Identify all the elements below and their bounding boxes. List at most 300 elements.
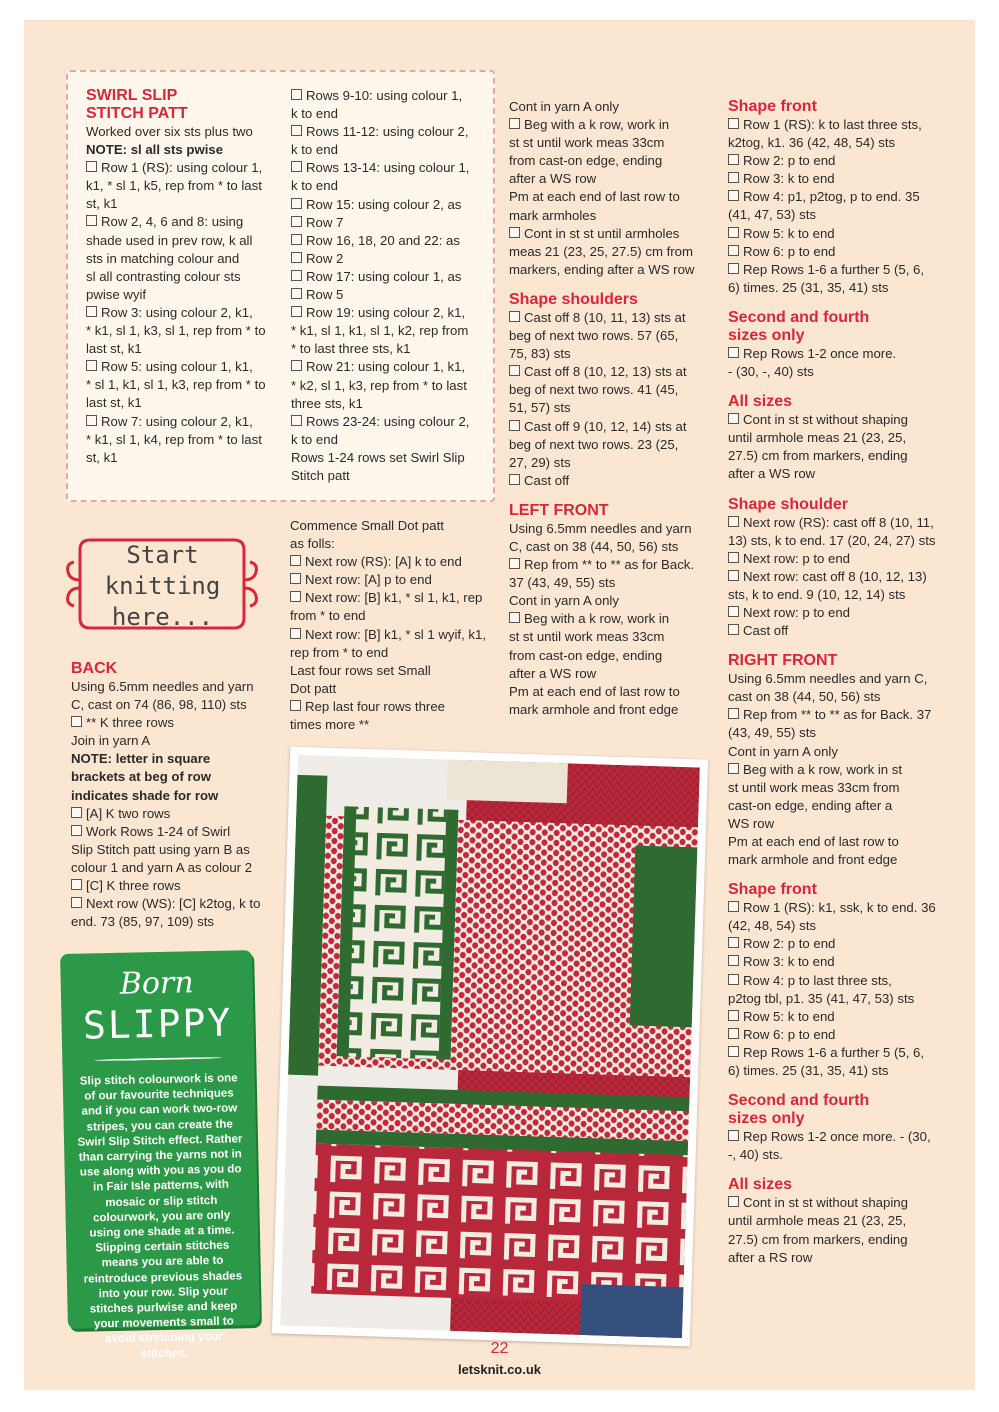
text-line-content: Rows 9-10: using colour 1, bbox=[306, 88, 463, 103]
born-slippy-rule bbox=[94, 1057, 222, 1062]
checkbox-icon bbox=[71, 879, 82, 890]
text-line-content: st st until work meas 33cm bbox=[509, 629, 665, 645]
text-line bbox=[728, 833, 953, 851]
text-line-content: 6) times. 25 (31, 35, 41) sts bbox=[728, 279, 889, 295]
text-line bbox=[728, 514, 953, 532]
text-line-content: WS row bbox=[728, 815, 775, 831]
swirl-title-line1: SWIRL SLIP bbox=[86, 87, 178, 104]
text-line bbox=[509, 610, 719, 628]
text-line-content: Row 1 (RS): using colour 1, bbox=[101, 160, 263, 176]
sizes-only-heading: sizes only bbox=[728, 326, 805, 344]
checkbox-icon bbox=[728, 347, 739, 358]
text-line-content: st, k1 bbox=[86, 449, 118, 465]
small-dot-section bbox=[290, 517, 495, 734]
text-line-content: Beg with a k row, work in bbox=[524, 611, 670, 627]
text-line-content: [A] K two rows bbox=[86, 805, 171, 821]
text-line bbox=[728, 899, 953, 917]
text-line-content: end. 73 (85, 97, 109) sts bbox=[71, 914, 214, 930]
text-line bbox=[728, 1044, 953, 1062]
checkbox-icon bbox=[728, 245, 739, 256]
text-line bbox=[290, 662, 495, 680]
text-line-content: Row 7: using colour 2, k1, bbox=[101, 413, 253, 429]
text-line bbox=[728, 345, 953, 363]
text-line-content: Next row: [A] p to end bbox=[305, 572, 432, 588]
text-line-content: Cont in yarn A only bbox=[509, 99, 619, 114]
text-line bbox=[291, 358, 491, 376]
text-line-content: Join in yarn A bbox=[71, 733, 151, 749]
checkbox-icon bbox=[291, 252, 302, 263]
text-line bbox=[509, 520, 719, 538]
text-line bbox=[290, 626, 495, 644]
text-line-content: sl all contrasting colour sts bbox=[86, 268, 241, 284]
checkbox-icon bbox=[71, 716, 82, 727]
text-line-content: p2tog tbl, p1. 35 (41, 47, 53) sts bbox=[728, 990, 915, 1006]
text-line bbox=[728, 779, 953, 797]
text-line bbox=[509, 345, 719, 363]
text-line bbox=[509, 381, 719, 399]
text-line-content: Row 5: using colour 1, k1, bbox=[101, 359, 253, 375]
text-line-content: Pm at each end of last row to bbox=[509, 683, 680, 699]
page-number: 22 bbox=[490, 1340, 509, 1357]
text-line bbox=[86, 449, 286, 467]
text-line bbox=[728, 815, 953, 833]
checkbox-icon bbox=[509, 118, 520, 129]
checkbox-icon bbox=[509, 365, 520, 376]
text-line-content: pwise wyif bbox=[86, 286, 147, 302]
checkbox-icon bbox=[291, 198, 302, 209]
text-line bbox=[86, 413, 286, 431]
swirl-title bbox=[86, 87, 286, 123]
checkbox-icon bbox=[290, 573, 301, 584]
checkbox-icon bbox=[728, 570, 739, 581]
text-line-content: from cast-on edge, ending bbox=[509, 647, 663, 663]
checkbox-icon bbox=[509, 227, 520, 238]
text-line-content: Rep Rows 1-6 a further 5 (5, 6, bbox=[743, 261, 925, 277]
text-line-content: until armhole meas 21 (23, 25, bbox=[728, 1213, 907, 1229]
text-line-content: mark armhole and front edge bbox=[728, 852, 898, 868]
text-line bbox=[290, 716, 495, 734]
text-line-content: after a WS row bbox=[509, 171, 597, 187]
text-line-content: after a WS row bbox=[509, 665, 597, 681]
text-line bbox=[728, 465, 953, 483]
back-section bbox=[71, 660, 281, 931]
text-line-content: markers, ending after a WS row bbox=[509, 261, 695, 277]
text-line bbox=[291, 250, 491, 268]
footer-site: letsknit.co.uk bbox=[457, 1362, 542, 1377]
text-line-content: Beg with a k row, work in st bbox=[743, 761, 903, 777]
text-line-content: (42, 48, 54) sts bbox=[728, 918, 816, 934]
text-line-content: (43, 49, 55) sts bbox=[728, 725, 816, 741]
checkbox-icon bbox=[509, 558, 520, 569]
checkbox-icon bbox=[291, 288, 302, 299]
text-line bbox=[728, 568, 953, 586]
text-line-content: Row 6: p to end bbox=[743, 1026, 836, 1042]
text-line-content: C, cast on 38 (44, 50, 56) sts bbox=[509, 538, 679, 554]
text-line bbox=[290, 571, 495, 589]
checkbox-icon bbox=[509, 420, 520, 431]
text-line bbox=[86, 358, 286, 376]
checkbox-icon bbox=[728, 190, 739, 201]
text-line-content: Next row (RS): cast off 8 (10, 11, bbox=[743, 514, 934, 530]
text-line bbox=[71, 859, 281, 877]
text-line-content: 27.5) cm from markers, ending bbox=[728, 1231, 908, 1247]
text-line bbox=[509, 399, 719, 417]
text-line bbox=[291, 159, 491, 177]
second-fourth-heading: Second and fourth bbox=[728, 308, 870, 326]
column-three bbox=[509, 98, 719, 719]
checkbox-icon bbox=[291, 161, 302, 172]
text-line bbox=[86, 195, 286, 213]
text-line-content: * to last three sts, k1 bbox=[291, 341, 411, 357]
text-line-content: cast on 38 (44, 50, 56) sts bbox=[728, 689, 881, 705]
text-line-content: (41, 47, 53) sts bbox=[728, 207, 816, 223]
text-line bbox=[728, 116, 953, 134]
text-line-content: Row 5: k to end bbox=[743, 225, 835, 241]
text-line-content: k to end bbox=[291, 142, 338, 158]
text-line bbox=[86, 431, 286, 449]
text-line bbox=[291, 467, 491, 485]
checkbox-icon bbox=[728, 1046, 739, 1057]
text-line-content: Row 15: using colour 2, as bbox=[306, 196, 462, 212]
text-line-content: ** K three rows bbox=[86, 715, 174, 731]
text-line-content: Rep Rows 1-2 once more. - (30, bbox=[743, 1129, 931, 1145]
text-line bbox=[509, 454, 719, 472]
text-line-content: Cont in st st until armholes bbox=[524, 225, 680, 241]
text-line bbox=[728, 188, 953, 206]
checkbox-icon bbox=[728, 708, 739, 719]
text-line bbox=[728, 134, 953, 152]
born-slippy-title-1: Born bbox=[119, 965, 194, 1002]
text-line bbox=[728, 706, 953, 724]
text-line bbox=[71, 696, 281, 714]
text-line-content: until armhole meas 21 (23, 25, bbox=[728, 430, 907, 446]
text-line bbox=[86, 159, 286, 177]
text-line bbox=[290, 680, 495, 698]
text-line-content: 51, 57) sts bbox=[509, 400, 571, 416]
text-line-content: Work Rows 1-24 of Swirl bbox=[86, 823, 231, 839]
text-line-content: 27.5) cm from markers, ending bbox=[728, 448, 908, 464]
text-line-content: from * to end bbox=[290, 608, 366, 624]
text-line-content: NOTE: letter in square bbox=[71, 751, 211, 767]
checkbox-icon bbox=[509, 612, 520, 623]
text-line bbox=[291, 87, 491, 105]
text-line bbox=[291, 340, 491, 358]
text-line-content: 6) times. 25 (31, 35, 41) sts bbox=[728, 1063, 889, 1079]
text-line-content: k2tog, k1. 36 (42, 48, 54) sts bbox=[728, 135, 896, 151]
text-line bbox=[290, 553, 495, 571]
text-line bbox=[728, 170, 953, 188]
banner-line2: knitting bbox=[104, 572, 221, 600]
checkbox-icon bbox=[728, 227, 739, 238]
text-line-content: beg of next two rows. 41 (45, bbox=[509, 382, 679, 398]
text-line bbox=[728, 447, 953, 465]
text-line bbox=[71, 750, 281, 768]
text-line bbox=[71, 678, 281, 696]
text-line-content: [C] K three rows bbox=[86, 878, 181, 894]
text-line bbox=[291, 141, 491, 159]
text-line-content: Pm at each end of last row to bbox=[509, 189, 680, 205]
text-line-content: Cast off bbox=[743, 623, 789, 639]
text-line-content: st st until work meas 33cm bbox=[509, 135, 665, 151]
checkbox-icon bbox=[291, 89, 302, 100]
text-line-content: Row 19: using colour 2, k1, bbox=[306, 305, 466, 321]
text-line bbox=[509, 152, 719, 170]
checkbox-icon bbox=[728, 974, 739, 985]
text-line bbox=[291, 214, 491, 232]
text-line bbox=[291, 395, 491, 413]
text-line bbox=[509, 628, 719, 646]
text-line-content: after a RS row bbox=[728, 1249, 813, 1265]
text-line-content: 75, 83) sts bbox=[509, 346, 571, 362]
text-line bbox=[728, 152, 953, 170]
text-line bbox=[728, 1026, 953, 1044]
text-line-content: Row 2: p to end bbox=[743, 153, 836, 169]
text-line-content: Last four rows set Small bbox=[290, 662, 431, 678]
text-line bbox=[509, 116, 719, 134]
text-line bbox=[509, 665, 719, 683]
text-line-content: Row 6: p to end bbox=[743, 243, 836, 259]
text-line bbox=[291, 123, 491, 141]
text-line bbox=[728, 243, 953, 261]
text-line-content: cast-on edge, ending after a bbox=[728, 797, 893, 813]
text-line-content: Row 5 bbox=[306, 287, 344, 303]
text-line-content: C, cast on 74 (86, 98, 110) sts bbox=[71, 697, 247, 713]
text-line-content: rep from * to end bbox=[290, 644, 389, 660]
text-line-content: 13) sts, k to end. 17 (20, 24, 27) sts bbox=[728, 532, 936, 548]
text-line-content: * k1, sl 1, k3, sl 1, rep from * to bbox=[86, 323, 266, 339]
text-line bbox=[86, 376, 286, 394]
text-line bbox=[71, 732, 281, 750]
text-line bbox=[728, 622, 953, 640]
text-line-content: after a WS row bbox=[728, 466, 816, 482]
text-line-content: mark armhole and front edge bbox=[509, 701, 679, 717]
text-line-content: meas 21 (23, 25, 27.5) cm from bbox=[509, 243, 693, 259]
banner-line1: Start bbox=[126, 541, 199, 569]
text-line bbox=[291, 304, 491, 322]
swirl-column-right bbox=[291, 87, 491, 485]
text-line-content: Next row: p to end bbox=[743, 550, 851, 566]
text-line bbox=[86, 394, 286, 412]
text-line bbox=[291, 196, 491, 214]
text-line bbox=[509, 418, 719, 436]
text-line bbox=[728, 761, 953, 779]
text-line bbox=[71, 805, 281, 823]
checkbox-icon bbox=[86, 360, 97, 371]
text-line bbox=[509, 538, 719, 556]
text-line-content: * k1, sl 1, k4, rep from * to last bbox=[86, 431, 262, 447]
checkbox-icon bbox=[509, 311, 520, 322]
text-line bbox=[509, 207, 719, 225]
text-line-content: st until work meas 33cm from bbox=[728, 779, 900, 795]
swirl-column-left bbox=[86, 87, 286, 467]
text-line-content: Row 1 (RS): k1, ssk, k to end. 36 bbox=[743, 900, 936, 916]
text-line bbox=[728, 1062, 953, 1080]
checkbox-icon bbox=[728, 154, 739, 165]
text-line-content: sts, k to end. 9 (10, 12, 14) sts bbox=[728, 586, 906, 602]
knitted-sweater-image bbox=[280, 755, 700, 1338]
text-line-content: sts in matching colour and bbox=[86, 250, 240, 266]
text-line bbox=[728, 1249, 953, 1267]
text-line bbox=[71, 714, 281, 732]
checkbox-icon bbox=[290, 555, 301, 566]
text-line bbox=[728, 411, 953, 429]
text-line bbox=[728, 990, 953, 1008]
text-line bbox=[86, 250, 286, 268]
text-line-content: Next row: p to end bbox=[743, 604, 851, 620]
text-line bbox=[86, 322, 286, 340]
checkbox-icon bbox=[86, 161, 97, 172]
text-line-content: brackets at beg of row bbox=[71, 769, 211, 785]
text-line-content: Row 2, 4, 6 and 8: using bbox=[101, 214, 244, 230]
text-line bbox=[509, 556, 719, 574]
text-line-content: Cont in st st without shaping bbox=[743, 1195, 908, 1211]
text-line-content: Slip Stitch patt using yarn B as bbox=[71, 841, 250, 857]
text-line-content: Rows 23-24: using colour 2, bbox=[306, 413, 470, 429]
left-front-heading: LEFT FRONT bbox=[509, 501, 609, 519]
text-line-content: Commence Small Dot patt bbox=[290, 518, 444, 533]
text-line-content: colour 1 and yarn A as colour 2 bbox=[71, 859, 253, 875]
right-front-heading: RIGHT FRONT bbox=[728, 652, 838, 670]
text-line-content: Row 4: p to last three sts, bbox=[743, 972, 892, 988]
shape-shoulder-heading: Shape shoulder bbox=[728, 495, 849, 513]
text-line bbox=[290, 607, 495, 625]
checkbox-icon bbox=[728, 1196, 739, 1207]
text-line-content: from cast-on edge, ending bbox=[509, 153, 663, 169]
text-line bbox=[290, 589, 495, 607]
text-line bbox=[728, 670, 953, 688]
text-line-content: Row 3: k to end bbox=[743, 954, 835, 970]
text-line-content: Cast off 8 (10, 11, 13) sts at bbox=[524, 309, 686, 325]
sizes-only-2-heading: sizes only bbox=[728, 1110, 805, 1128]
text-line bbox=[728, 972, 953, 990]
text-line bbox=[71, 841, 281, 859]
text-line-content: Row 16, 18, 20 and 22: as bbox=[306, 232, 460, 248]
checkbox-icon bbox=[86, 215, 97, 226]
column-four bbox=[728, 98, 953, 1267]
text-line-content: as folls: bbox=[290, 536, 335, 552]
text-line bbox=[728, 429, 953, 447]
checkbox-icon bbox=[86, 415, 97, 426]
checkbox-icon bbox=[509, 474, 520, 485]
text-line-content: Rep from ** to ** as for Back. bbox=[524, 557, 695, 573]
text-line bbox=[509, 574, 719, 592]
checkbox-icon bbox=[728, 1010, 739, 1021]
text-line bbox=[728, 225, 953, 243]
text-line bbox=[728, 953, 953, 971]
text-line bbox=[290, 644, 495, 662]
text-line bbox=[290, 698, 495, 716]
text-line-content: Pm at each end of last row to bbox=[728, 834, 899, 849]
text-line bbox=[509, 592, 719, 610]
text-line-content: Cont in yarn A only bbox=[728, 743, 838, 759]
checkbox-icon bbox=[728, 552, 739, 563]
text-line-content: Row 5: k to end bbox=[743, 1008, 835, 1024]
text-line-content: 27, 29) sts bbox=[509, 454, 571, 470]
text-line bbox=[509, 261, 719, 279]
checkbox-icon bbox=[86, 306, 97, 317]
text-line-content: last st, k1 bbox=[86, 395, 142, 411]
text-line bbox=[291, 449, 491, 467]
text-line bbox=[71, 768, 281, 786]
text-line bbox=[86, 304, 286, 322]
text-line bbox=[509, 647, 719, 665]
text-line-content: 37 (43, 49, 55) sts bbox=[509, 575, 616, 591]
text-line-content: * k2, sl 1, k3, rep from * to last bbox=[291, 377, 467, 393]
text-line bbox=[86, 268, 286, 286]
text-line bbox=[291, 286, 491, 304]
text-line bbox=[71, 913, 281, 931]
text-line-content: Stitch patt bbox=[291, 467, 350, 483]
text-line bbox=[291, 413, 491, 431]
checkbox-icon bbox=[728, 955, 739, 966]
back-heading: BACK bbox=[71, 660, 118, 677]
checkbox-icon bbox=[728, 263, 739, 274]
checkbox-icon bbox=[728, 1130, 739, 1141]
text-line-content: Row 3: using colour 2, k1, bbox=[101, 304, 253, 320]
text-line bbox=[728, 604, 953, 622]
text-line-content: indicates shade for row bbox=[71, 787, 219, 803]
text-line bbox=[728, 1231, 953, 1249]
text-line-content: Row 7 bbox=[306, 214, 344, 230]
text-line-content: three sts, k1 bbox=[291, 395, 363, 411]
text-line bbox=[71, 877, 281, 895]
text-line bbox=[71, 787, 281, 805]
text-line bbox=[290, 535, 495, 553]
text-line-content: Row 3: k to end bbox=[743, 171, 835, 187]
shape-front-2-heading: Shape front bbox=[728, 881, 817, 899]
checkbox-icon bbox=[728, 516, 739, 527]
sweater-photo bbox=[272, 747, 708, 1347]
text-line bbox=[728, 206, 953, 224]
text-line bbox=[86, 232, 286, 250]
born-slippy-body: Slip stitch colourwork is one of our favourite techniques and if you can work two-row stripes, you can create the Swirl Slip Stitch effect. Rather than carrying the yarns not in use along with you as you do in Fair Isle patterns, with mosaic or slip stitch colourwork, you are only using one shade at a time. Slipping certain stitches means you are able to reintroduce previous shades into your row. Slip your stitches purlwise and keep your movements small to avoid stretching your stitches. bbox=[77, 1071, 243, 1361]
text-line-content: st, k1 bbox=[86, 196, 118, 212]
swirl-intro: Worked over six sts plus two bbox=[86, 124, 253, 139]
checkbox-icon bbox=[291, 216, 302, 227]
text-line-content: Next row: [B] k1, * sl 1 wyif, k1, bbox=[305, 626, 487, 642]
text-line bbox=[86, 340, 286, 358]
second-fourth-2-heading: Second and fourth bbox=[728, 1092, 870, 1110]
shape-front-heading: Shape front bbox=[728, 98, 817, 115]
text-line bbox=[509, 363, 719, 381]
text-line bbox=[728, 532, 953, 550]
text-line-content: Next row (RS): [A] k to end bbox=[305, 554, 462, 570]
text-line bbox=[728, 1008, 953, 1026]
text-line-content: mark armholes bbox=[509, 207, 597, 223]
text-line bbox=[291, 431, 491, 449]
text-line bbox=[728, 797, 953, 815]
text-line-content: Rep Rows 1-6 a further 5 (5, 6, bbox=[743, 1044, 925, 1060]
checkbox-icon bbox=[290, 700, 301, 711]
checkbox-icon bbox=[728, 118, 739, 129]
checkbox-icon bbox=[290, 591, 301, 602]
text-line bbox=[509, 436, 719, 454]
text-line bbox=[71, 823, 281, 841]
text-line-content: Rep from ** to ** as for Back. 37 bbox=[743, 707, 932, 723]
checkbox-icon bbox=[728, 624, 739, 635]
text-line-content: Rows 11-12: using colour 2, bbox=[306, 124, 469, 140]
text-line bbox=[728, 1212, 953, 1230]
text-line bbox=[509, 98, 719, 116]
checkbox-icon bbox=[728, 763, 739, 774]
checkbox-icon bbox=[291, 360, 302, 371]
checkbox-icon bbox=[728, 901, 739, 912]
text-line-content: Cast off bbox=[524, 472, 570, 488]
text-line bbox=[291, 377, 491, 395]
text-line-content: -, 40) sts. bbox=[728, 1147, 783, 1163]
text-line-content: Row 4: p1, p2tog, p to end. 35 bbox=[743, 189, 920, 205]
text-line-content: Next row: cast off 8 (10, 12, 13) bbox=[743, 568, 927, 584]
